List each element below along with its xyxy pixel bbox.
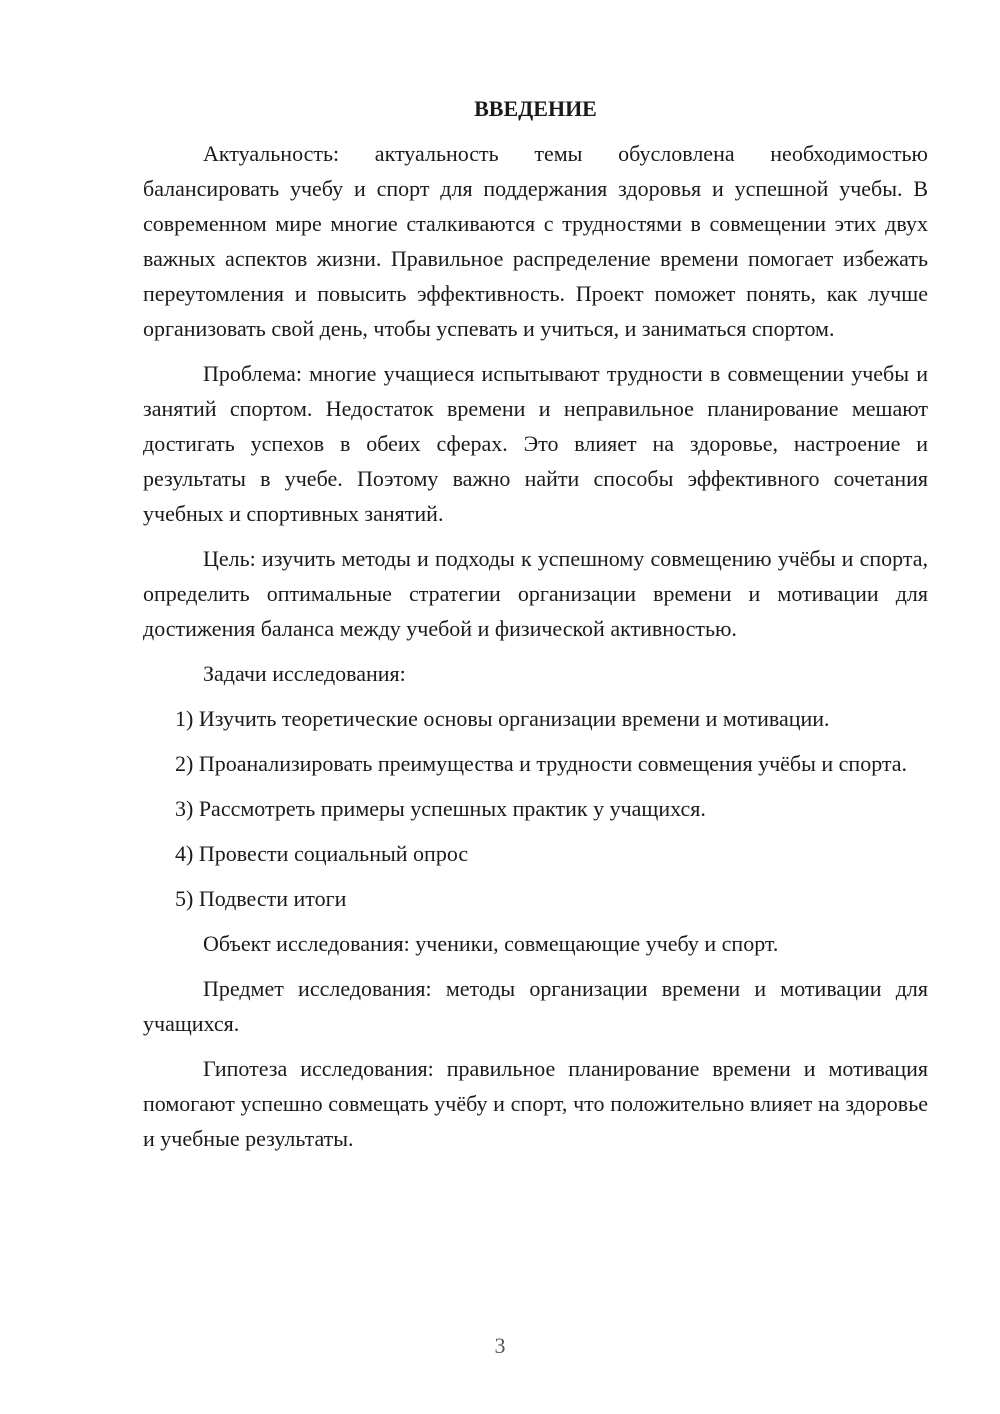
task-item-3: 3) Рассмотреть примеры успешных практик у учащихся. [175, 796, 706, 821]
tasks-heading: Задачи исследования: [203, 661, 406, 686]
task-item-5: 5) Подвести итоги [175, 886, 347, 911]
page-number: 3 [494, 1333, 506, 1358]
problem-paragraph: Проблема: многие учащиеся испытывают трудности в совмещении учебы и занятий спортом. Недостаток времени и неправильное планирование мешают достигать успехов в обеих сферах. Это влияет на здоровье, настроение и результаты в учебе. Поэтому важно найти способы эффективного сочетания учебных и спортивных занятий. [143, 361, 928, 526]
task-item-1: 1) Изучить теоретические основы организации времени и мотивации. [175, 706, 830, 731]
hypothesis-paragraph: Гипотеза исследования: правильное планирование времени и мотивация помогают успешно совмещать учёбу и спорт, что положительно влияет на здоровье и учебные результаты. [143, 1056, 928, 1151]
page-title: ВВЕДЕНИЕ [474, 96, 597, 121]
object-paragraph: Объект исследования: ученики, совмещающие учебу и спорт. [203, 931, 779, 956]
subject-paragraph: Предмет исследования: методы организации времени и мотивации для учащихся. [143, 976, 928, 1036]
task-item-2: 2) Проанализировать преимущества и трудности совмещения учёбы и спорта. [175, 751, 908, 776]
goal-paragraph: Цель: изучить методы и подходы к успешному совмещению учёбы и спорта, определить оптимальные стратегии организации времени и мотивации для достижения баланса между учебой и физической активностью. [143, 546, 928, 641]
page-content [143, 94, 928, 1166]
relevance-paragraph: Актуальность: актуальность темы обусловлена необходимостью балансировать учебу и спорт для поддержания здоровья и успешной учебы. В современном мире многие сталкиваются с трудностями в совмещении этих двух важных аспектов жизни. Правильное распределение времени помогает избежать переутомления и повысить эффективность. Проект поможет понять, как лучше организовать свой день, чтобы успевать и учиться, и заниматься спортом. [143, 141, 928, 341]
task-item-4: 4) Провести социальный опрос [175, 841, 469, 866]
